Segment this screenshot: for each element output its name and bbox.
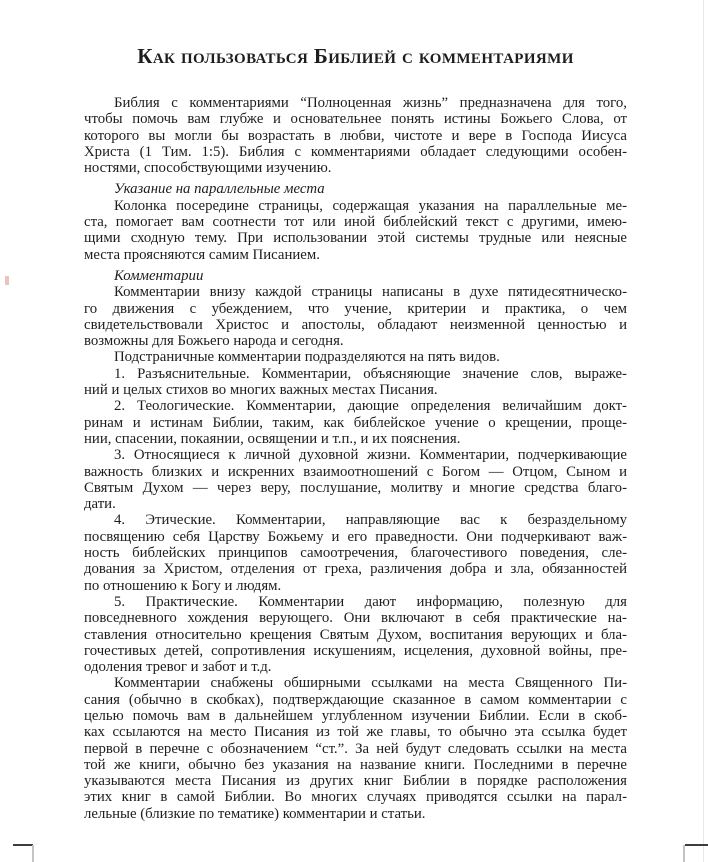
text-line: дования за Христом, отделения от греха, различения добра и зла, обязанностей [84, 561, 627, 578]
text-line: 3. Относящиеся к личной духовной жизни. Комментарии, подчеркивающие [114, 447, 627, 464]
text-line: нии, спасении, покаянии, освящении и т.п., и их пояснения. [84, 430, 461, 447]
list-item [84, 366, 627, 399]
crop-mark-bottom-right-horizontal [685, 844, 708, 846]
crop-mark-bottom-right-vertical [683, 845, 685, 862]
list-item [84, 594, 627, 675]
scan-edge-line [703, 0, 704, 862]
list-item [84, 447, 627, 512]
paragraph [84, 95, 627, 176]
text-line: сания (обычно в скобках), подтверждающие сказанное в самом комментарии с [84, 691, 627, 708]
text-line: ностями, способствующими изучению. [84, 160, 332, 177]
text-line: 2. Теологические. Комментарии, дающие определения величайшим докт- [114, 398, 627, 415]
paragraph [84, 284, 627, 349]
paragraph [84, 675, 627, 822]
text-line: Комментарии снабжены обширными ссылками на места Священного Пи- [114, 675, 627, 692]
text-line: важность близких и искренних взаимоотношений с Богом — Отцом, Сыном и [84, 463, 627, 480]
text-line: Колонка посередине страницы, содержащая указания на параллельные ме- [114, 197, 627, 214]
text-line: го движения с убеждением, что учение, критерии и практика, о чем [84, 300, 627, 317]
text-line: ность библейских принципов самоотречения, благочестивого поведения, сле- [84, 545, 627, 562]
text-line: 4. Этические. Комментарии, направляющие вас к безраздельному [114, 512, 627, 529]
text-line: посвящению себя Царству Божьему и его праведности. Они подчеркивают важ- [84, 528, 627, 545]
text-line: этих книг в самой Библии. Во многих случаях приводятся ссылки на парал- [84, 789, 627, 806]
paragraph [84, 198, 627, 263]
text-line: той же книги, обычно без указания на название книги. Последними в перечне [84, 756, 627, 773]
text-line: по отношению к Богу и людям. [84, 577, 282, 594]
text-line: Христа (1 Тим. 1:5). Библия с комментариями обладает следующими особен- [84, 143, 627, 160]
text-line: возможны для Божьего народа и сегодня. [84, 333, 344, 350]
crop-mark-bottom-left-vertical [32, 845, 34, 862]
text-line: Комментарии внизу каждой страницы написаны в духе пятидесятническо- [114, 284, 627, 301]
text-line: указываются места Писания из других книг Библии в порядке расположения [84, 773, 627, 790]
text-line: ставления относительно крещения Святым Духом, воспитания верующих и бла- [84, 626, 627, 643]
section-heading: Указание на параллельные места [114, 181, 325, 198]
paragraph [84, 349, 627, 365]
scan-artifact-speck [5, 276, 9, 285]
page-title: Как пользоваться Библией с комментариями [137, 44, 574, 68]
text-line: ках ссылаются на место Писания из той же главы, то обычно эта ссылка будет [84, 724, 627, 741]
text-line: дати. [84, 496, 116, 513]
text-line: Подстраничные комментарии подразделяются на пять видов. [114, 349, 500, 366]
text-line: щими сходную тему. При использовании этой системы трудные или неясные [84, 230, 627, 247]
text-line: Святым Духом — через веру, послушание, молитву и многие средства благо- [84, 479, 627, 496]
list-item [84, 398, 627, 447]
text-line: которого вы могли бы возрастать в любви, чистоте и вере в Господа Иисуса [84, 127, 627, 144]
text-line: первой в перечне с обозначением “ст.”. За ней будут следовать ссылки на места [84, 740, 627, 757]
text-line: гочестивых детей, сопротивления искушениям, исцеления, духовной войны, пре- [84, 642, 627, 659]
text-line: лельные (близкие по тематике) комментарии и статьи. [84, 805, 426, 822]
list-item [84, 512, 627, 593]
page-content [84, 44, 627, 822]
section-heading: Комментарии [114, 267, 204, 284]
body-text [84, 95, 627, 822]
text-line: повседневного хождения верующего. Они включают в себя практические на- [84, 610, 627, 627]
text-line: ний и целых стихов во многих важных местах Писания. [84, 382, 438, 399]
crop-mark-bottom-left-horizontal [13, 844, 33, 846]
text-line: места проясняются самим Писанием. [84, 246, 320, 263]
text-line: ста, помогает вам соотнести тот или иной библейский текст с другими, имею- [84, 214, 627, 231]
text-line: чтобы помочь вам глубже и основательнее понять истины Божьего Слова, от [84, 111, 627, 128]
text-line: свидетельствовали Христос и апостолы, обладают неизменной ценностью и [84, 316, 627, 333]
text-line: ринам и истинам Библии, таким, как библейское учение о крещении, проще- [84, 414, 627, 431]
text-line: целью помочь вам в дальнейшем углубленном изучении Библии. Если в скоб- [84, 707, 627, 724]
text-line: 5. Практические. Комментарии дают информацию, полезную для [114, 593, 627, 610]
text-line: Библия с комментариями “Полноценная жизнь” предназначена для того, [114, 95, 627, 111]
text-line: одоления тревог и забот и т.д. [84, 659, 272, 676]
text-line: 1. Разъяснительные. Комментарии, объясняющие значение слов, выраже- [114, 365, 627, 382]
